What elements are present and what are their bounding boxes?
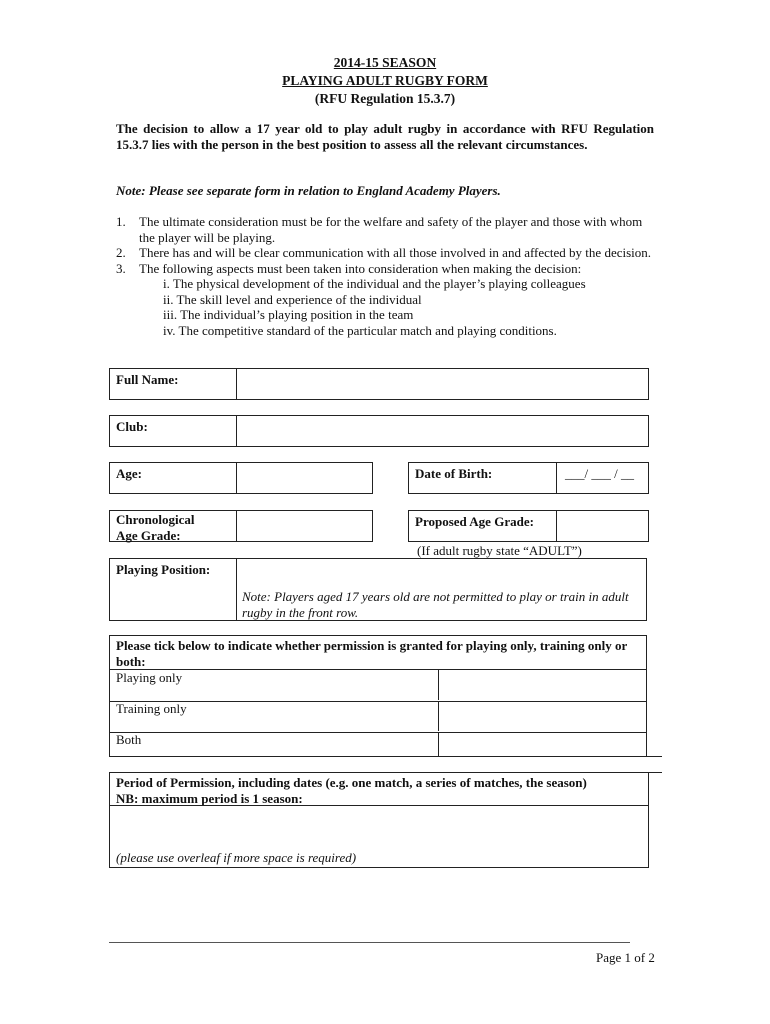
intro-paragraph: The decision to allow a 17 year old to play adult rugby in accordance with RFU Regulation 15.3.7 lies with the person in the best position to assess all the relevant circumstances. <box>116 121 654 152</box>
full-name-label: Full Name: <box>116 372 179 387</box>
regulation-subtitle: (RFU Regulation 15.3.7) <box>314 91 456 106</box>
option-training-label: Training only <box>116 701 187 716</box>
proposed-field[interactable] <box>556 511 650 541</box>
proposed-label: Proposed Age Grade: <box>415 514 534 529</box>
list-number: 2. <box>116 245 126 260</box>
adult-hint: (If adult rugby state “ADULT”) <box>417 543 582 558</box>
aspect-item: iv. The competitive standard of the particular match and playing conditions. <box>163 322 557 338</box>
table-edge <box>646 756 662 757</box>
front-row-note: Note: Players aged 17 years old are not permitted to play or train in adult rugby in the front row. <box>242 589 629 620</box>
aspect-item: iii. The individual’s playing position in the team <box>163 307 414 322</box>
form-title: PLAYING ADULT RUGBY FORM <box>282 73 488 88</box>
aspect-item: i. The physical development of the individual and the player’s playing colleagues <box>163 276 586 291</box>
age-row <box>109 462 373 494</box>
chrono-label-line1: Chronological <box>116 512 195 527</box>
list-text: The ultimate consideration must be for the welfare and safety of the player and those with whom the player will be playing. <box>139 214 643 245</box>
position-label: Playing Position: <box>116 562 211 577</box>
dob-row <box>408 462 649 494</box>
dob-format: ___/ ___ / __ <box>565 466 634 481</box>
position-field[interactable] <box>236 559 648 620</box>
aspect-item: ii. The skill level and experience of the individual <box>163 291 422 307</box>
club-row <box>109 415 649 447</box>
chrono-field[interactable] <box>236 511 374 541</box>
club-field[interactable] <box>236 416 650 446</box>
permission-table <box>109 635 647 757</box>
period-box <box>109 772 649 868</box>
dob-field[interactable] <box>556 463 650 493</box>
option-both-label: Both <box>116 732 142 747</box>
list-item <box>116 214 656 245</box>
dob-label: Date of Birth: <box>415 466 493 481</box>
option-playing-label: Playing only <box>116 670 183 685</box>
chrono-label-line2: Age Grade: <box>116 528 181 543</box>
age-field[interactable] <box>236 463 374 493</box>
period-heading-line1: Period of Permission, including dates (e.g. one match, a series of matches, the season) <box>116 775 587 790</box>
proposed-row <box>408 510 649 542</box>
list-item <box>116 245 656 261</box>
chrono-label <box>110 511 201 547</box>
permission-heading: Please tick below to indicate whether permission is granted for playing only, training only or both: <box>116 638 627 669</box>
option-training-tick[interactable] <box>438 701 647 731</box>
academy-note: Note: Please see separate form in relation to England Academy Players. <box>116 183 501 198</box>
club-label: Club: <box>116 419 148 434</box>
list-text: The following aspects must been taken into consideration when making the decision: <box>139 260 582 276</box>
option-playing-tick[interactable] <box>438 669 647 700</box>
position-row <box>109 558 647 621</box>
period-field[interactable] <box>110 806 648 867</box>
list-text: There has and will be clear communication with all those involved in and affected by the decision. <box>139 245 652 260</box>
footer-rule <box>109 942 630 943</box>
consideration-list <box>116 214 656 338</box>
list-item <box>116 261 656 339</box>
age-label: Age: <box>116 466 142 481</box>
option-both-tick[interactable] <box>438 732 647 756</box>
period-heading-line2: NB: maximum period is 1 season: <box>116 791 303 806</box>
list-number: 3. <box>116 260 126 276</box>
list-number: 1. <box>116 214 126 229</box>
season-title: 2014-15 SEASON <box>333 55 437 70</box>
chrono-row <box>109 510 373 542</box>
full-name-field[interactable] <box>236 369 650 399</box>
full-name-row <box>109 368 649 400</box>
period-hint: (please use overleaf if more space is required) <box>116 850 357 865</box>
page-number: Page 1 of 2 <box>596 950 655 965</box>
period-edge <box>649 772 662 773</box>
